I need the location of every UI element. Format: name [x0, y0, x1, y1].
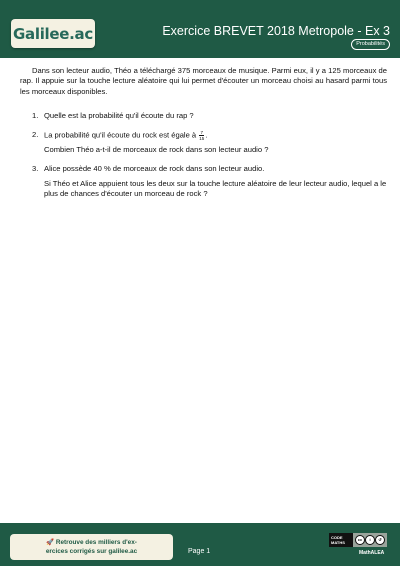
license-badge[interactable] — [329, 533, 387, 547]
question-text — [44, 130, 387, 141]
promo-line-2: ercices corrigés sur galilee.ac — [45, 548, 138, 555]
license-line-2: MATHS — [331, 540, 345, 545]
by-icon: i — [365, 535, 375, 545]
fraction — [199, 130, 204, 141]
question-number: 3. — [32, 164, 39, 174]
promo-link[interactable] — [10, 534, 173, 560]
question-1 — [32, 111, 387, 121]
question-subtext: Si Théo et Alice appuient tous les deux sur la touche lecture aléatoire de leur lecteur audio, lequel a le plus de chances d'écouter un morceau de rock ? — [44, 178, 387, 199]
question-2 — [32, 130, 387, 155]
license-line-1: CODE — [331, 535, 343, 540]
question-number: 1. — [32, 110, 39, 120]
question-text: Alice possède 40 % de morceaux de rock dans son lecteur audio. — [44, 164, 265, 174]
sa-icon: ↺ — [375, 535, 385, 545]
galilee-logo[interactable] — [11, 19, 95, 48]
page-number: Page 1 — [188, 548, 211, 555]
exercise-content — [20, 66, 387, 208]
question-3 — [32, 164, 387, 199]
header-bar — [0, 0, 400, 58]
fraction-denominator: 15 — [199, 136, 205, 142]
exercise-title: Exercice BREVET 2018 Metropole - Ex 3 — [162, 24, 390, 38]
mathalea-brand: MathALEA — [359, 550, 385, 556]
question-text-start: La probabilité qu'il écoute du rock est égale à — [44, 130, 197, 140]
coopmaths-logo — [329, 533, 353, 547]
creative-commons-icons — [353, 533, 387, 547]
question-text: Quelle est la probabilité qu'il écoute du rap ? — [44, 110, 194, 120]
exercise-intro: Dans son lecteur audio, Théo a téléchargé 375 morceaux de musique. Parmi eux, il y a 125 morceaux de rap. Il appuie sur la touche lecture aléatoire qui lui permet d'écouter un morceau choisi au hasard parmi tous les morceaux disponibles. — [20, 66, 387, 96]
question-text-end: . — [205, 130, 208, 140]
promo-line-1: 🚀 Retrouve des milliers d'ex- — [46, 539, 137, 546]
topic-badge: Probabilités — [351, 39, 390, 50]
question-list — [20, 111, 387, 199]
question-number: 2. — [32, 130, 39, 140]
fraction-numerator: 7 — [200, 130, 204, 136]
logo-text: Galilee.ac — [13, 24, 93, 43]
cc-icon: cc — [355, 535, 365, 545]
question-subtext: Combien Théo a-t-il de morceaux de rock dans son lecteur audio ? — [44, 145, 269, 155]
